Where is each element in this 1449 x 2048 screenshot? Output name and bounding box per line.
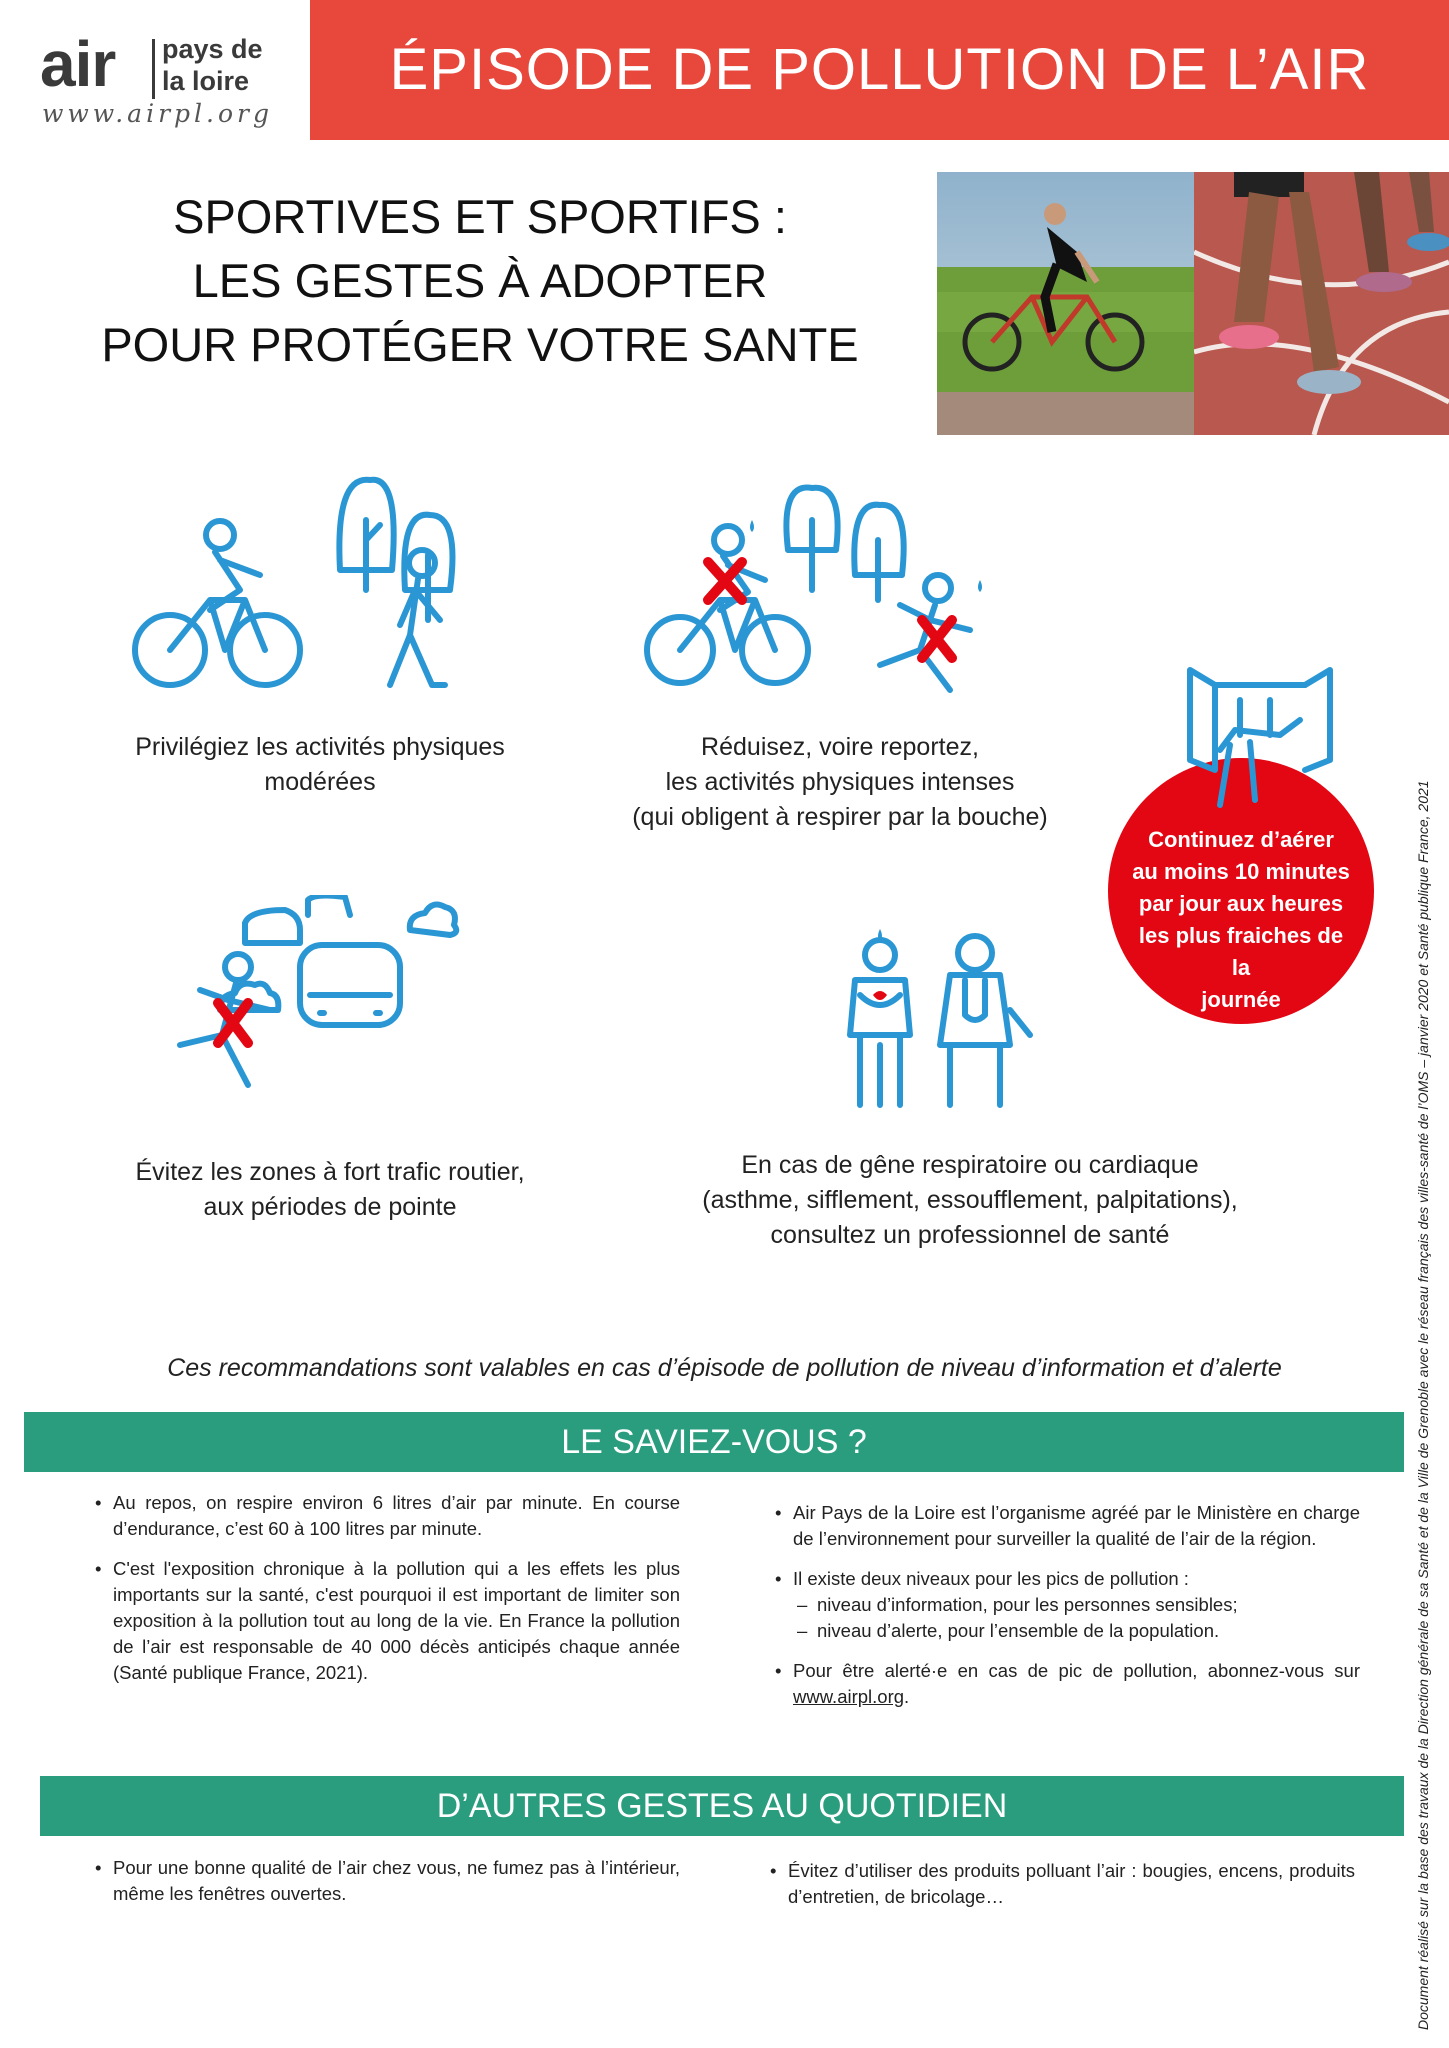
ventilate-line1: Continuez d’aérer [1148,827,1334,852]
level-information: – niveau d’information, pour les personnes sensibles; [793,1592,1360,1618]
tip-intense-line3: (qui obligent à respirer par la bouche) [632,803,1048,831]
subtitle-line3: POUR PROTÉGER VOTRE SANTE [101,318,859,371]
tip-traffic-line2: aux périodes de pointe [203,1193,457,1221]
tip-moderate-caption [100,730,540,800]
autres-gestes-right-column [770,1858,1355,1924]
open-window-icon [1180,660,1340,810]
tip-moderate-line1: Privilégiez les activités physiques [135,733,505,761]
levels-intro: • Il existe deux niveaux pour les pics de pollution : [793,1568,1189,1589]
tip-traffic-line1: Évitez les zones à fort trafic routier, [135,1158,525,1186]
tip-intense-line2: les activités physiques intenses [665,768,1015,796]
subtitle-line2: LES GESTES À ADOPTER [192,254,768,307]
tip-moderate-line2: modérées [264,768,376,796]
source-side-note: Document réalisé sur la base des travaux de la Direction générale de sa Santé et de la Ville de Grenoble avec le réseau français des villes-santé de l’OMS – janvier 2020 et Santé publique France, 2021 [1415,780,1431,2030]
cyclist-photo [937,172,1194,435]
walker-icon [370,545,470,705]
tip-symptoms-line2: (asthme, sifflement, essoufflement, palpitations), [702,1186,1238,1214]
tip-intense-caption [600,730,1080,835]
logo-region-text [162,33,263,97]
saviez-vous-left-column [95,1490,680,1700]
subtitle [90,185,870,377]
subtitle-line1: SPORTIVES ET SPORTIFS : [173,190,787,243]
crossed-out-cyclist-runner-icon [640,480,1020,710]
tip-intense-line1: Réduisez, voire reportez, [701,733,979,761]
level-alerte: – niveau d’alerte, pour l’ensemble de la population. [793,1618,1360,1644]
page-title: ÉPISODE DE POLLUTION DE L’AIR [389,37,1370,102]
autres-gestes-left-column [95,1855,680,1921]
patient-and-doctor-icon [825,925,1055,1115]
logo-url[interactable]: www.airpl.org [42,99,273,128]
ventilate-line4: les plus fraiches de la [1138,923,1344,980]
list-item [775,1658,1360,1710]
tip-traffic-caption [110,1155,550,1225]
recommendations-note: Ces recommandations sont valables en cas d’épisode de pollution de niveau d’information et d’alerte [167,1354,1282,1382]
runner-near-traffic-icon [160,895,460,1125]
ventilate-line3: par jour aux heures [1138,891,1344,916]
subscribe-end: . [904,1686,910,1707]
list-item: • Au repos, on respire environ 6 litres d’air par minute. En course d’endurance, c’est 60 à 100 litres par minute. [95,1490,680,1542]
airpl-link[interactable]: www.airpl.org [793,1686,905,1707]
section-header-autres-gestes: D’AUTRES GESTES AU QUOTIDIEN [40,1776,1404,1836]
tip-symptoms-line1: En cas de gêne respiratoire ou cardiaque [741,1151,1199,1179]
logo-region-line2: la loire [162,66,250,96]
title-banner [310,0,1449,140]
saviez-vous-right-column [775,1500,1360,1724]
list-item: • Évitez d’utiliser des produits polluant l’air : bougies, encens, produits d’entretien, de bricolage… [770,1858,1355,1910]
air-pays-de-la-loire-logo [40,25,273,128]
section-header-saviez-vous: LE SAVIEZ-VOUS ? [24,1412,1404,1472]
ventilate-line2: au moins 10 minutes [1132,859,1350,884]
list-item [775,1566,1360,1644]
logo-region-line1: pays de [162,34,263,64]
ventilate-callout-text [1128,824,1354,1016]
tip-symptoms-caption [640,1148,1300,1253]
runners-photo [1194,172,1449,435]
tip-symptoms-line3: consultez un professionnel de santé [770,1221,1170,1249]
ventilate-line5: journée [1201,987,1281,1012]
list-item: • Pour une bonne qualité de l’air chez vous, ne fumez pas à l’intérieur, même les fenêtres ouvertes. [95,1855,680,1907]
list-item: • C'est l'exposition chronique à la pollution qui a les effets les plus importants sur la santé, c'est pourquoi il est important de limiter son exposition à la pollution tout au long de la vie. En France la pollution de l’air est responsable de 40 000 décès anticipés chaque année (Santé publique France, 2021). [95,1556,680,1686]
list-item: • Air Pays de la Loire est l’organisme agréé par le Ministère en charge de l’environnement pour surveiller la qualité de l’air de la région. [775,1500,1360,1552]
subscribe-text: Pour être alerté·e en cas de pic de pollution, abonnez-vous sur [793,1660,1360,1681]
logo-air-text: air [40,28,116,100]
logo-divider [152,39,155,99]
